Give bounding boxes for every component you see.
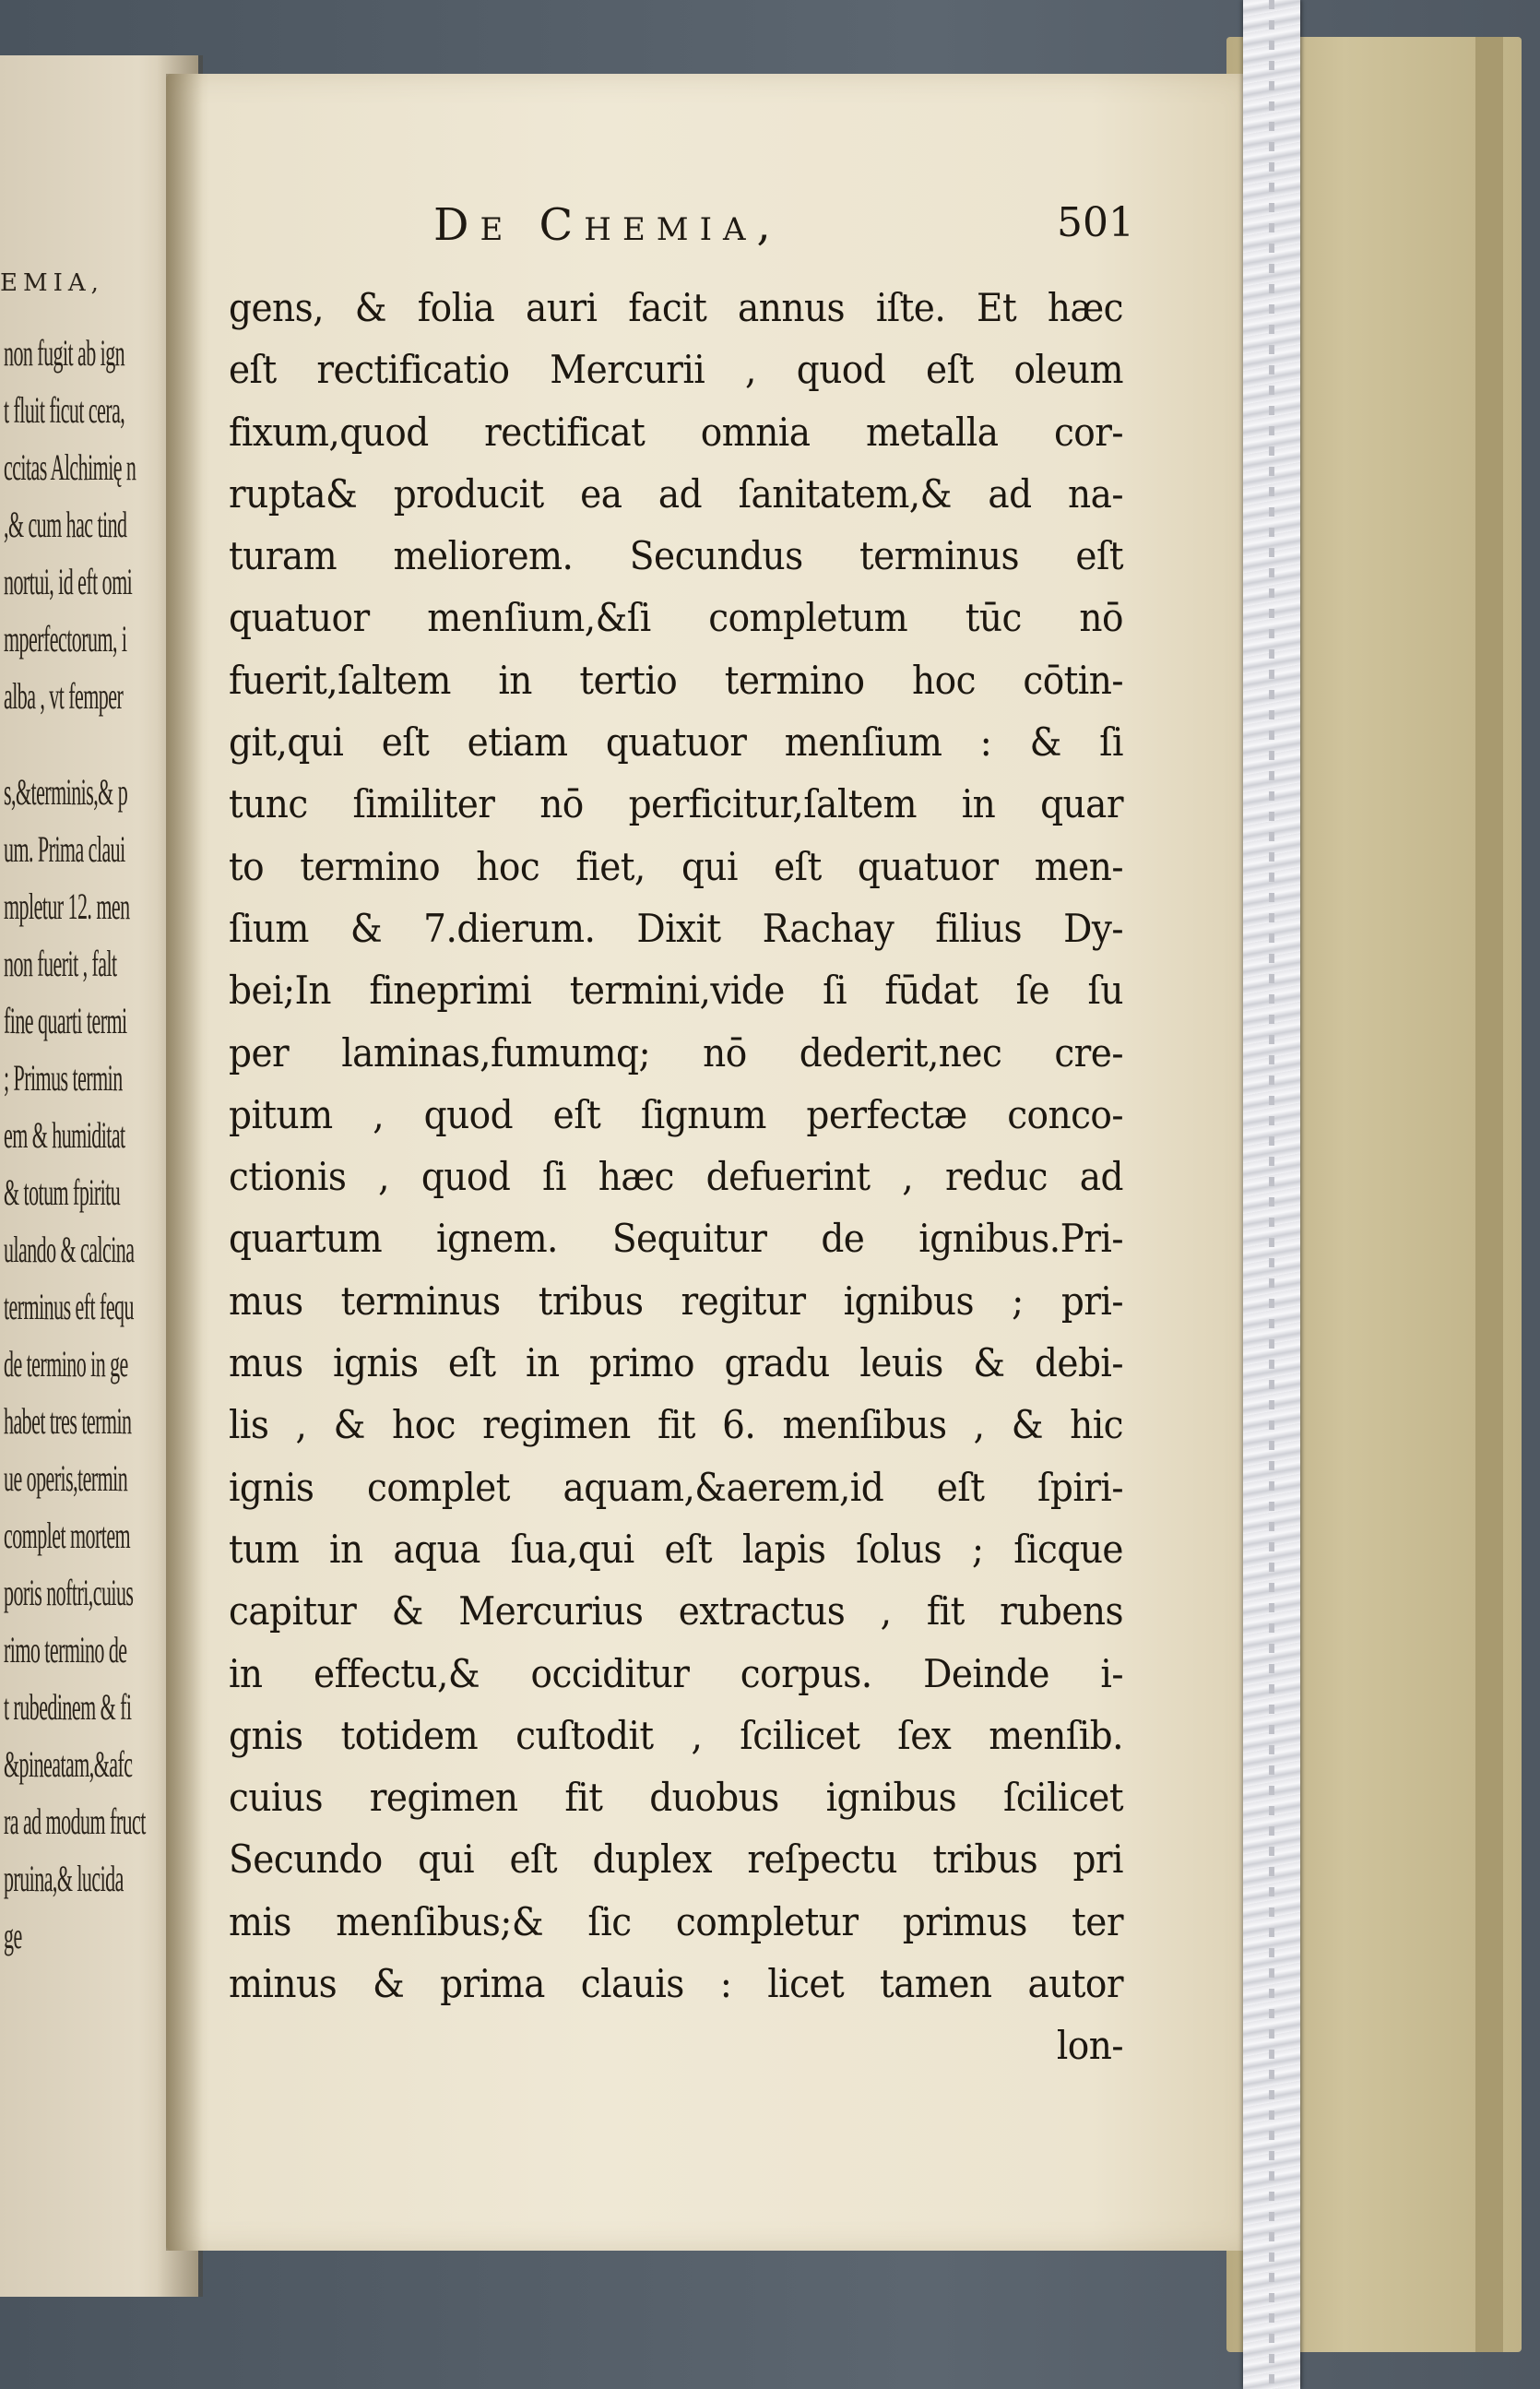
text-line: to termino hoc fiet, qui eſt quatuor men- bbox=[229, 843, 1123, 889]
left-running-head: EMIA, bbox=[0, 269, 104, 297]
left-line: nortui, id eft omi bbox=[4, 561, 133, 602]
left-line: um. Prima claui bbox=[4, 828, 125, 870]
left-line: fine quarti termi bbox=[4, 1000, 127, 1041]
text-line: cuius regimen fit duobus ignibus ſcilicet bbox=[229, 1775, 1123, 1821]
page-inner-shadow bbox=[166, 74, 203, 2251]
text-line: gnis totidem cuſtodit , ſcilicet ſex menſib. bbox=[229, 1712, 1123, 1758]
cover-edge bbox=[1475, 37, 1503, 2352]
text-line: in effectu,& occiditur corpus. Deinde i- bbox=[229, 1650, 1123, 1696]
left-line: complet mortem bbox=[4, 1515, 131, 1556]
text-line: ctionis , quod ſi hæc defuerint , reduc ad bbox=[229, 1154, 1123, 1200]
text-line: per laminas,fumumq; nō dederit,nec cre- bbox=[229, 1029, 1123, 1076]
left-line: non fugit ab ign bbox=[4, 332, 125, 374]
text-line: quatuor menſium,&ſi completum tūc nō bbox=[229, 595, 1123, 641]
text-line: quartum ignem. Sequitur de ignibus.Pri- bbox=[229, 1216, 1123, 1262]
text-line: Secundo qui eſt duplex reſpectu tribus pri bbox=[229, 1836, 1123, 1883]
left-line: ge bbox=[4, 1915, 22, 1956]
left-line: non fuerit , falt bbox=[4, 943, 117, 984]
text-line: ſium & 7.dierum. Dixit Rachay filius Dy- bbox=[229, 905, 1123, 951]
text-line: rupta& producit ea ad ſanitatem,& ad na- bbox=[229, 470, 1123, 517]
text-line: pitum , quod eſt ſignum perfectæ conco- bbox=[229, 1091, 1123, 1137]
text-line: ignis complet aquam,&aerem,id eſt ſpiri- bbox=[229, 1464, 1123, 1510]
text-line: mus terminus tribus regitur ignibus ; pri- bbox=[229, 1278, 1123, 1324]
left-line: habet tres termin bbox=[4, 1400, 132, 1442]
text-line: turam meliorem. Secundus terminus eſt bbox=[229, 533, 1123, 579]
left-line: rimo termino de bbox=[4, 1629, 127, 1670]
left-line: s,&terminis,& p bbox=[4, 771, 128, 813]
running-head bbox=[433, 199, 1153, 264]
left-line: t rubedinem & fi bbox=[4, 1686, 132, 1728]
left-line: terminus eft fequ bbox=[4, 1286, 134, 1327]
left-line: pruina,& lucida bbox=[4, 1858, 124, 1899]
text-line: minus & prima clauis : licet tamen autor bbox=[229, 1961, 1123, 2007]
left-line: de termino in ge bbox=[4, 1343, 128, 1385]
text-line: tunc ſimiliter nō perficitur,ſaltem in quar bbox=[229, 781, 1123, 827]
left-line: t fluit ficut cera, bbox=[4, 389, 125, 431]
ribbon-weave bbox=[1269, 0, 1274, 2389]
text-line: fixum,quod rectificat omnia metalla cor- bbox=[229, 409, 1123, 455]
left-line: em & humiditat bbox=[4, 1114, 125, 1156]
page-number: 501 bbox=[1057, 199, 1134, 246]
text-line: bei;In fineprimi termini,vide ſi fūdat ſe ſu bbox=[229, 968, 1123, 1014]
left-line: ; Primus termin bbox=[4, 1057, 123, 1099]
text-line: capitur & Mercurius extractus , fit rubens bbox=[229, 1588, 1123, 1634]
catchword: lon- bbox=[1056, 2023, 1123, 2069]
running-title: De Chemia, bbox=[433, 199, 782, 251]
text-line: eſt rectificatio Mercurii , quod eſt oleum bbox=[229, 347, 1123, 393]
text-line: mis menſibus;& ſic completur primus ter bbox=[229, 1898, 1123, 1944]
text-line: git,qui eſt etiam quatuor menſium : & ſi bbox=[229, 719, 1123, 766]
left-line: poris noftri,cuius bbox=[4, 1572, 134, 1613]
text-line: fuerit,ſaltem in tertio termino hoc cōtin- bbox=[229, 657, 1123, 703]
left-line: mpletur 12. men bbox=[4, 885, 130, 927]
left-line: mperfectorum, i bbox=[4, 618, 127, 660]
left-line: & totum fpiritu bbox=[4, 1171, 121, 1213]
left-line: &pineatam,&afc bbox=[4, 1743, 133, 1785]
text-line: mus ignis eſt in primo gradu leuis & debi- bbox=[229, 1340, 1123, 1386]
left-line: ccitas Alchimię n bbox=[4, 446, 136, 488]
left-line: ue operis,termin bbox=[4, 1457, 128, 1499]
left-line: ra ad modum fruct bbox=[4, 1801, 146, 1842]
left-line: ulando & calcina bbox=[4, 1229, 135, 1270]
left-line: ,& cum hac tind bbox=[4, 504, 127, 545]
text-line: tum in aqua ſua,qui eſt lapis ſolus ; ſicque bbox=[229, 1526, 1123, 1572]
text-line: lis , & hoc regimen fit 6. menſibus , & hic bbox=[229, 1402, 1123, 1448]
text-line: gens, & folia auri facit annus iſte. Et hæc bbox=[229, 285, 1123, 330]
left-line: alba , vt femper bbox=[4, 675, 124, 717]
left-line-gap bbox=[4, 725, 111, 764]
body-text bbox=[229, 277, 1123, 2077]
